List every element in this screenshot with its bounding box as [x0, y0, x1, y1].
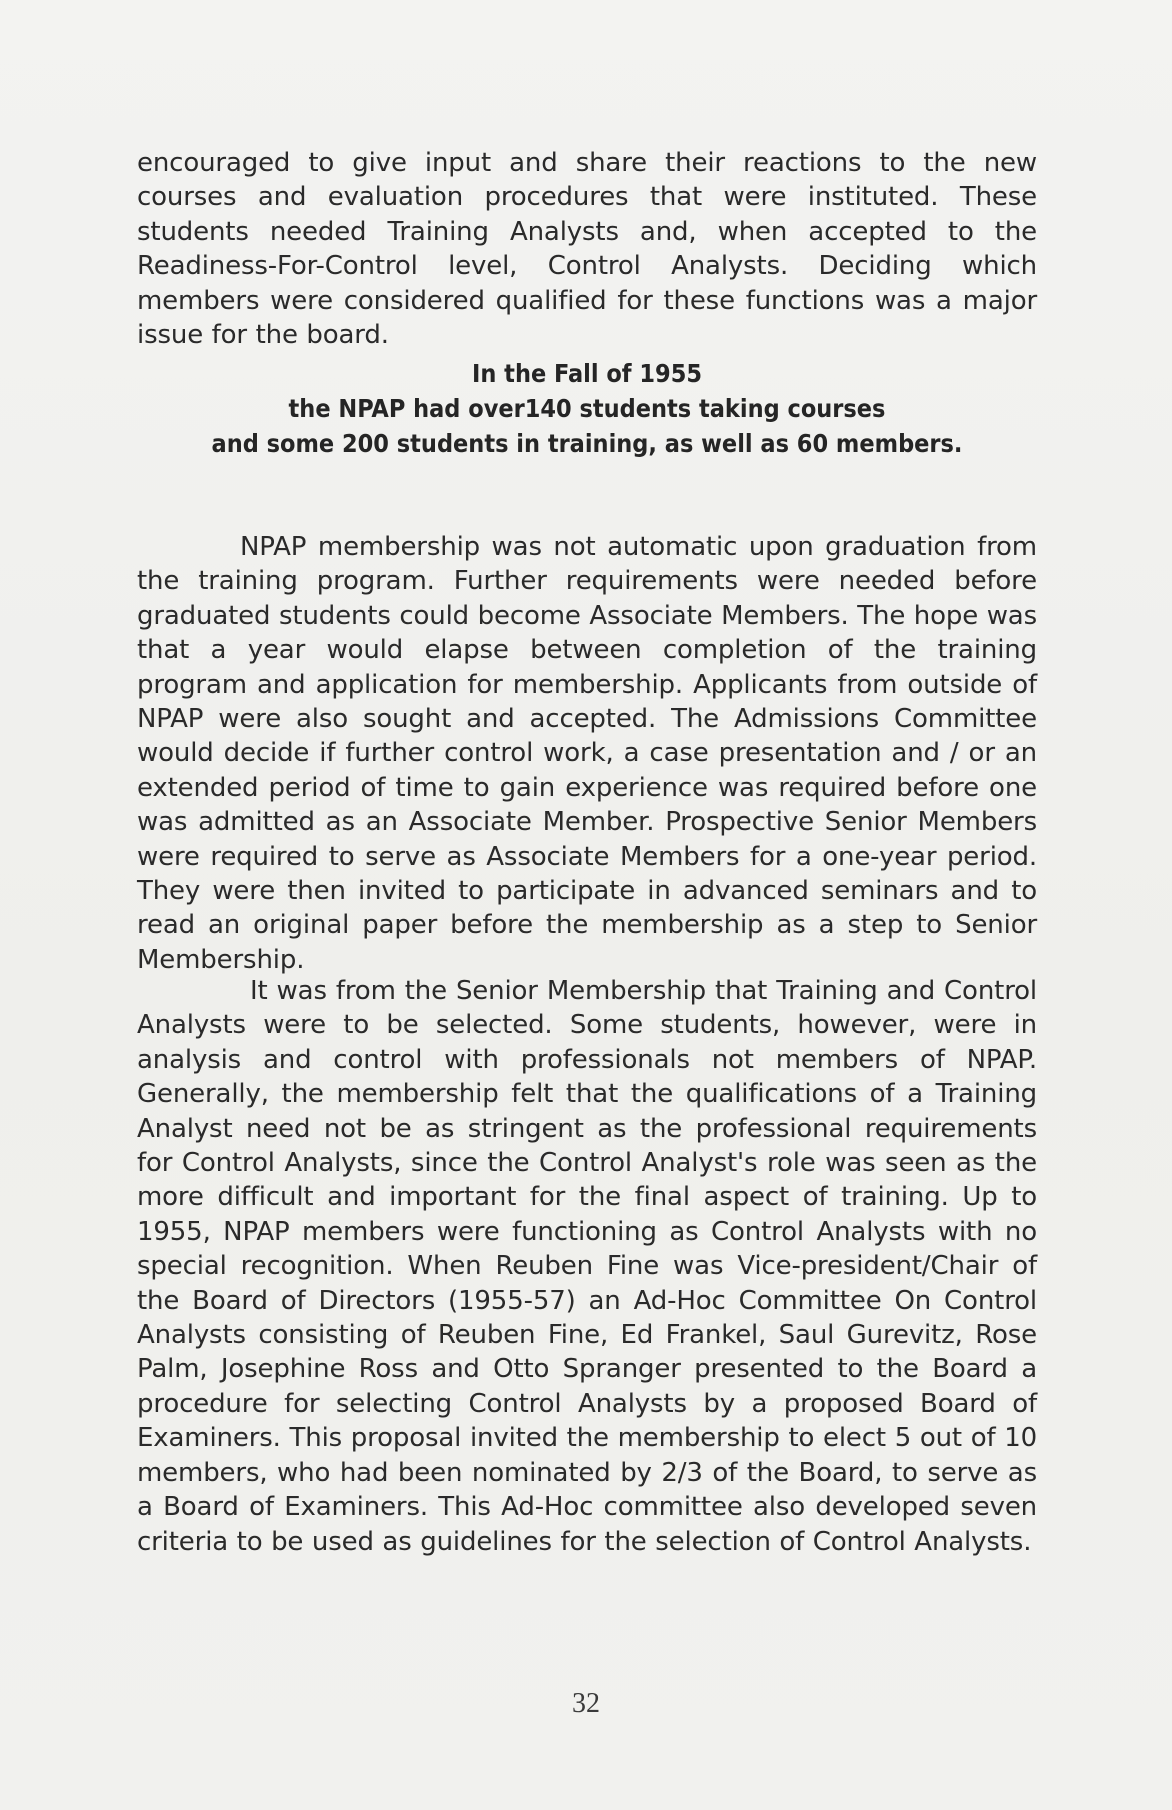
highlight-callout [137, 356, 1037, 461]
callout-line-1: In the Fall of 1955 [471, 359, 703, 388]
paragraph-3: It was from the Senior Membership that Training and Control Analysts were to be selected. Some students, however, were in analysis and control with professionals not members of NPAP. Generally, the membership felt that the qualifications of a Training Analyst need not be as stringent as the professional requirements for Control Analysts, since the Control Analyst's role was seen as the more difficult and important for the final aspect of training. Up to 1955, NPAP members were functioning as Control Analysts with no special recognition. When Reuben Fine was Vice-president/Chair of the Board of Directors (1955-57) an Ad-Hoc Committee On Control Analysts consisting of Reuben Fine, Ed Frankel, Saul Gurevitz, Rose Palm, Josephine Ross and Otto Spranger presented to the Board a procedure for selecting Control Analysts by a proposed Board of Examiners. This proposal invited the membership to elect 5 out of 10 members, who had been nominated by 2/3 of the Board, to serve as a Board of Examiners. This Ad-Hoc committee also developed seven criteria to be used as guidelines for the selection of Control Analysts. [137, 976, 1037, 1557]
page-number: 32 [572, 1688, 600, 1719]
paragraph-1: encouraged to give input and share their reactions to the new courses and evaluation procedures that were instituted. These students needed Training Analysts and, when accepted to the Readiness-For-Control level, Control Analysts. Deciding which members were considered qualified for these functions was a major issue for the board. [137, 148, 1037, 351]
paragraph-2: NPAP membership was not automatic upon graduation from the training program. Further requirements were needed before graduated students could become Associate Members. The hope was that a year would elapse between completion of the training program and application for membership. Applicants from outside of NPAP were also sought and accepted. The Admissions Committee would decide if further control work, a case presentation and / or an extended period of time to gain experience was required before one was admitted as an Associate Member. Prospective Senior Members were required to serve as Associate Members for a one-year period. They were then invited to participate in advanced seminars and to read an original paper before the membership as a step to Senior Membership. [137, 532, 1037, 975]
callout-line-2: the NPAP had over140 students taking courses [288, 394, 886, 423]
callout-line-3: and some 200 students in training, as well as 60 members. [211, 429, 963, 458]
